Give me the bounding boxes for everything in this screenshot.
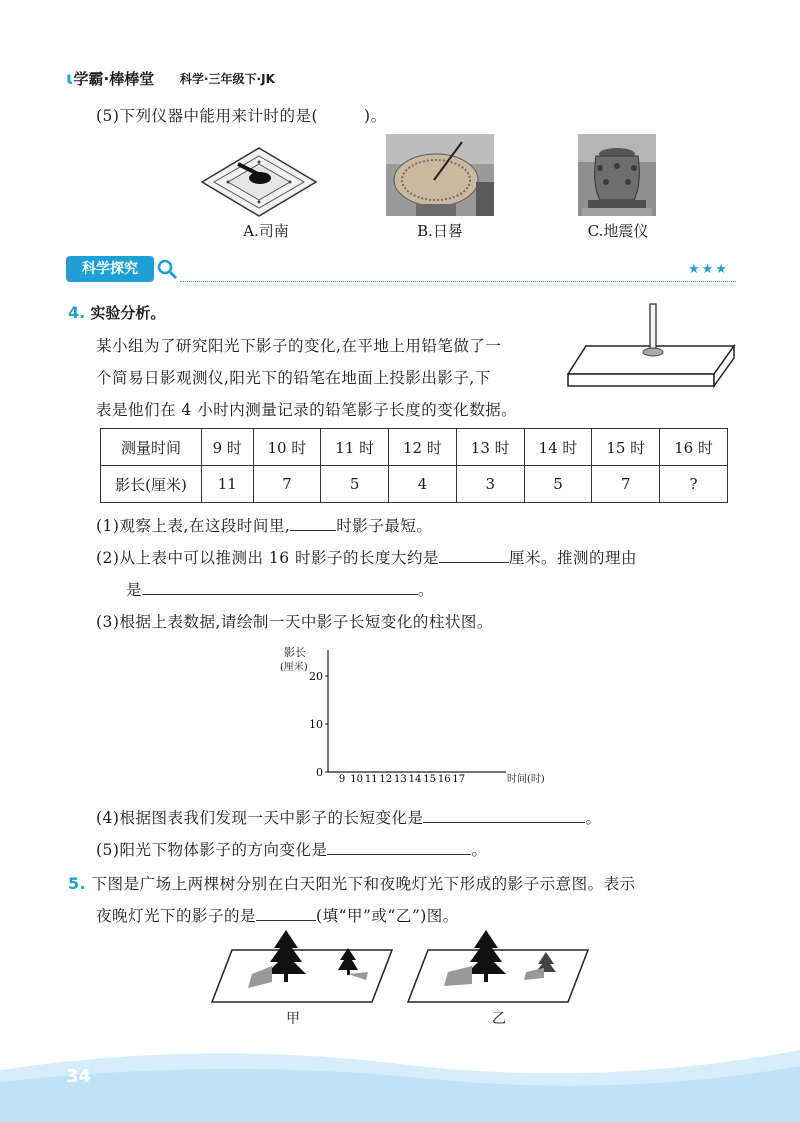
q4-intro-line-2: 个简易日影观测仪,阳光下的铅笔在地面上投影出影子,下 [96, 369, 491, 387]
chart-xtick-label: 10 [350, 774, 363, 785]
q4-intro-line-1: 某小组为了研究阳光下影子的变化,在平地上用铅笔做了一 [96, 337, 502, 355]
table-cell: 7 [592, 466, 660, 503]
q5-sub-stem-end: )。 [364, 107, 387, 125]
table-row-length [101, 466, 728, 503]
q4-sub4 [96, 806, 601, 828]
table-cell: 10 时 [253, 429, 321, 466]
chart-xtick-label: 13 [394, 774, 407, 785]
section-divider [180, 281, 736, 282]
q4-sub2-cont [126, 578, 434, 600]
table-cell: 11 时 [321, 429, 389, 466]
q4-number: 4 [68, 303, 80, 322]
q5-line-1: 5. 下图是广场上两棵树分别在白天阳光下和夜晚灯光下形成的影子示意图。表示 [68, 874, 636, 893]
q4-sub5 [96, 838, 487, 860]
brand-text: 学霸·棒棒堂 [73, 70, 155, 88]
magnifier-icon [156, 258, 178, 280]
q5-line1-text: 下图是广场上两棵树分别在白天阳光下和夜晚灯光下形成的影子示意图。表示 [91, 875, 636, 893]
q5-sub-stem-text: (5)下列仪器中能用来计时的是( [96, 107, 319, 125]
chart-xtick-label: 16 [437, 774, 451, 785]
chart-xlabel: 时间(时) [507, 774, 545, 785]
table-cell: 16 时 [660, 429, 728, 466]
table-header-time: 测量时间 [101, 429, 202, 466]
q4-sub4-text-a: (4)根据图表我们发现一天中影子的长短变化是 [96, 809, 424, 827]
table-row-time [101, 429, 728, 466]
header-subtitle: 科学·三年级下·JK [180, 72, 275, 86]
table-cell: 12 时 [389, 429, 457, 466]
q5-line2-text-b: (填“甲”或“乙”)图。 [316, 907, 459, 925]
q4-sub2 [96, 546, 637, 568]
q4-sub1 [96, 514, 432, 536]
q4-sub5-text-b: 。 [471, 841, 488, 859]
sundial-image [386, 134, 494, 216]
q5-number: 5 [68, 874, 80, 893]
q4-sub1-text-b: 时影子最短。 [336, 517, 433, 535]
answer-blank[interactable] [142, 580, 418, 595]
table-cell: 3 [456, 466, 524, 503]
chart-xtick-label: 14 [408, 774, 422, 785]
q4-sub2-text-c: 是 [126, 581, 143, 599]
tree-shadow-jia-image [208, 928, 394, 1004]
brand-logo-icon: ɩ [66, 69, 74, 89]
chart-xtick-label: 12 [379, 774, 393, 785]
answer-blank[interactable] [256, 906, 316, 921]
chart-ytick-label: 0 [316, 766, 323, 779]
tree-shadow-yi-image [404, 928, 590, 1004]
q4-intro-line-3: 表是他们在 4 小时内测量记录的铅笔影子长度的变化数据。 [96, 401, 518, 419]
chart-xtick-label: 9 [338, 774, 346, 785]
chart-ytick-label: 10 [309, 718, 323, 731]
q4-sub2-text-b: 厘米。推测的理由 [509, 549, 638, 567]
page-number: 34 [66, 1066, 92, 1087]
chart-xtick-label: 15 [423, 774, 436, 785]
header-brand [66, 68, 154, 89]
shadow-bar-chart [276, 640, 556, 790]
q4-title: 实验分析。 [90, 304, 166, 322]
shadow-length-table [100, 428, 728, 503]
table-cell: 4 [389, 466, 457, 503]
option-a-label: A.司南 [243, 222, 289, 240]
difficulty-stars: ★★★ [688, 262, 729, 277]
answer-blank[interactable] [327, 840, 471, 855]
section-title: 科学探究 [66, 256, 154, 282]
chart-ylabel-line2: (厘米) [280, 662, 308, 673]
chart-ylabel-line1: 影长 [284, 646, 306, 659]
option-b-label: B.日晷 [417, 222, 463, 240]
chart-ytick-label: 20 [309, 670, 323, 683]
table-header-length: 影长(厘米) [101, 466, 202, 503]
table-cell: ? [660, 466, 728, 503]
q5-sub-stem [96, 104, 387, 126]
label-jia: 甲 [286, 1011, 300, 1027]
q4-sub2-text-a: (2)从上表中可以推测出 16 时影子的长度大约是 [96, 549, 440, 567]
table-cell: 15 时 [592, 429, 660, 466]
q4-sub2-text-d: 。 [418, 581, 435, 599]
q4-heading: 4. 实验分析。 [68, 303, 166, 322]
table-cell: 5 [321, 466, 389, 503]
option-c-label: C.地震仪 [587, 222, 649, 240]
footer-wave [0, 1030, 800, 1122]
table-cell: 11 [202, 466, 254, 503]
answer-blank[interactable] [290, 516, 336, 531]
q5-line-2 [96, 904, 459, 926]
table-cell: 13 时 [456, 429, 524, 466]
compass-sinan-image [198, 140, 320, 220]
answer-blank[interactable] [423, 808, 585, 823]
q4-sub4-text-b: 。 [585, 809, 602, 827]
table-cell: 7 [253, 466, 321, 503]
q4-sub1-text-a: (1)观察上表,在这段时间里, [96, 517, 291, 535]
q4-sub3: (3)根据上表数据,请绘制一天中影子长短变化的柱状图。 [96, 613, 493, 631]
table-cell: 5 [524, 466, 592, 503]
table-cell: 9 时 [202, 429, 254, 466]
label-yi: 乙 [492, 1011, 506, 1027]
answer-blank[interactable] [439, 548, 509, 563]
chart-xtick-label: 11 [364, 774, 378, 785]
q5-line2-text-a: 夜晚灯光下的影子的是 [96, 907, 257, 925]
shadow-observer-image [566, 300, 738, 392]
seismograph-image [578, 134, 656, 216]
chart-xtick-label: 17 [452, 774, 466, 785]
q4-sub5-text-a: (5)阳光下物体影子的方向变化是 [96, 841, 328, 859]
table-cell: 14 时 [524, 429, 592, 466]
